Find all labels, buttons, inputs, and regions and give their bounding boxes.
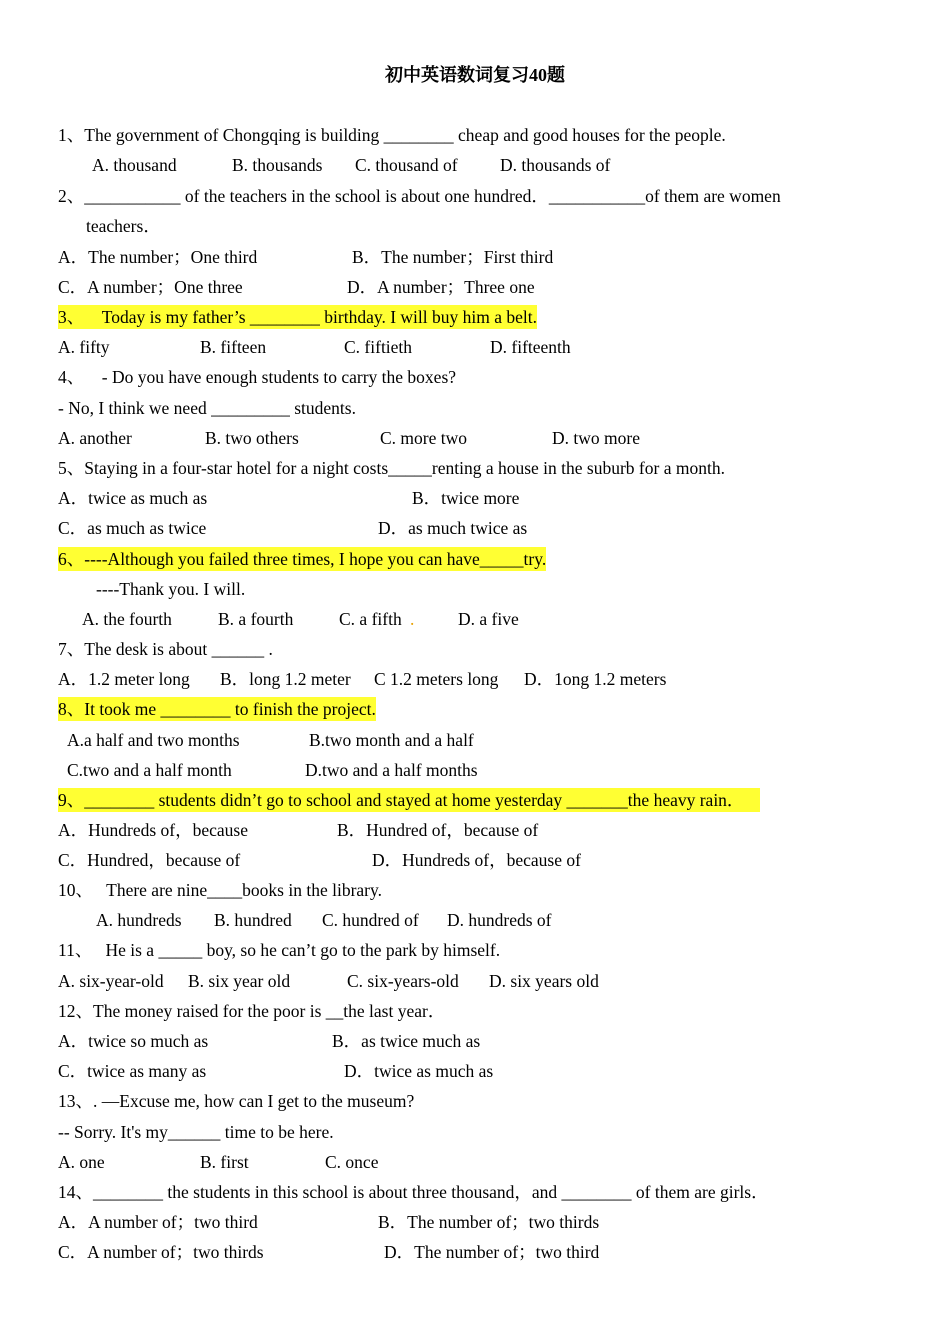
question-text: teachers． — [86, 216, 161, 236]
question-option: A. one — [58, 1152, 105, 1172]
question-option: A．1.2 meter long — [58, 669, 190, 689]
question-option: A.a half and two months — [67, 730, 240, 750]
question-option: D．1ong 1.2 meters — [524, 669, 667, 689]
question-option: B. two others — [205, 428, 299, 448]
question-text: 14、________ the students in this school is about three thousand，and ________ of them are girls． — [58, 1182, 769, 1202]
question-option: D. fifteenth — [490, 337, 571, 357]
question-option: B．Hundred of，because of — [337, 820, 539, 840]
question-text: 8、It took me ________ to finish the project. — [58, 699, 376, 719]
question-option: A．The number；One third — [58, 247, 258, 267]
question-option: A. another — [58, 428, 132, 448]
question-option: B. thousands — [232, 155, 323, 175]
question-option: C．twice as many as — [58, 1061, 207, 1081]
question-option: C．as much as twice — [58, 518, 207, 538]
question-option: B. hundred — [214, 910, 292, 930]
question-option: A．Hundreds of，because — [58, 820, 249, 840]
question-option: A．twice so much as — [58, 1031, 209, 1051]
question-option: A. the fourth — [82, 609, 172, 629]
question-option: B. first — [200, 1152, 249, 1172]
question-text: 7、The desk is about ______ . — [58, 639, 273, 659]
question-option: D. six years old — [489, 971, 599, 991]
question-option: D.two and a half months — [305, 760, 478, 780]
question-option: C. six-years-old — [347, 971, 459, 991]
question-option: B. fifteen — [200, 337, 267, 357]
question-option: C. once — [325, 1152, 379, 1172]
question-option: D．The number of；two third — [384, 1242, 600, 1262]
question-option: C 1.2 meters long — [374, 669, 499, 689]
question-option: C．A number of；two thirds — [58, 1242, 264, 1262]
question-option: D. hundreds of — [447, 910, 552, 930]
question-option: B．The number of；two thirds — [378, 1212, 600, 1232]
question-option: C. fiftieth — [344, 337, 413, 357]
question-option: B．as twice much as — [332, 1031, 481, 1051]
question-text: ----Thank you. I will. — [96, 579, 246, 599]
question-option: . — [410, 609, 415, 629]
question-option: A．twice as much as — [58, 488, 208, 508]
question-option: C．A number；One three — [58, 277, 243, 297]
question-option: D. a five — [458, 609, 519, 629]
question-option: C.two and a half month — [67, 760, 232, 780]
question-option: C. more two — [380, 428, 468, 448]
question-option: B．long 1.2 meter — [220, 669, 351, 689]
question-option: B．twice more — [412, 488, 520, 508]
question-text: 3、 Today is my father’s ________ birthday. I will buy him a belt. — [58, 307, 537, 327]
question-option: D．as much twice as — [378, 518, 528, 538]
question-option: D．twice as much as — [344, 1061, 494, 1081]
question-option: A. fifty — [58, 337, 110, 357]
question-option: B．The number；First third — [352, 247, 554, 267]
question-text: 5、Staying in a four-star hotel for a night costs_____renting a house in the suburb for a month. — [58, 458, 725, 478]
question-option: A. hundreds — [96, 910, 182, 930]
question-text: 9、________ students didn’t go to school and stayed at home yesterday _______the heavy rain． — [58, 788, 760, 812]
question-text: 10、 There are nine____books in the library. — [58, 880, 382, 900]
question-option: D．Hundreds of，because of — [372, 850, 581, 870]
question-text: 13、. —Excuse me, how can I get to the museum? — [58, 1091, 415, 1111]
question-option: A. thousand — [92, 155, 177, 175]
question-option: C．Hundred，because of — [58, 850, 241, 870]
question-option: C. hundred of — [322, 910, 419, 930]
document-title: 初中英语数词复习40题 — [385, 65, 565, 85]
question-option: D．A number；Three one — [347, 277, 535, 297]
question-text: -- Sorry. It's my______ time to be here. — [58, 1122, 334, 1142]
question-text: 1、The government of Chongqing is building ________ cheap and good houses for the people. — [58, 125, 726, 145]
question-option: B. a fourth — [218, 609, 294, 629]
question-option: D. two more — [552, 428, 640, 448]
question-text: 2、___________ of the teachers in the school is about one hundred．___________of them are women — [58, 186, 781, 206]
question-text: 6、----Although you failed three times, I hope you can have_____try. — [58, 549, 547, 569]
question-option: A. six-year-old — [58, 971, 164, 991]
question-option: B. six year old — [188, 971, 291, 991]
question-text: 11、 He is a _____ boy, so he can’t go to the park by himself. — [58, 940, 501, 960]
question-option: A．A number of；two third — [58, 1212, 258, 1232]
question-option: D. thousands of — [500, 155, 611, 175]
question-option: C. a fifth — [339, 609, 402, 629]
question-option: B.two month and a half — [309, 730, 474, 750]
question-text: - No, I think we need _________ students. — [58, 398, 356, 418]
question-text: 12、The money raised for the poor is __the last year． — [58, 1001, 446, 1021]
question-option: C. thousand of — [355, 155, 458, 175]
question-text: 4、 - Do you have enough students to carry the boxes? — [58, 367, 457, 387]
